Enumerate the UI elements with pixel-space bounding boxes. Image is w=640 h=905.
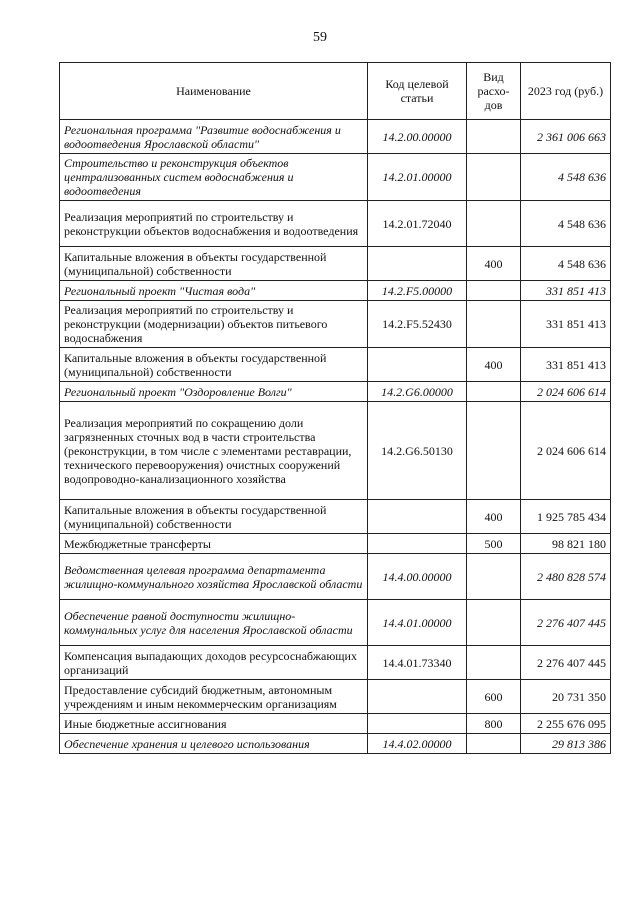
row-name: Обеспечение равной доступности жилищно-коммунальных услуг для населения Ярославской области (60, 600, 368, 646)
row-amount: 1 925 785 434 (521, 500, 611, 534)
header-name: Наименование (60, 63, 368, 120)
row-name: Ведомственная целевая программа департамента жилищно-коммунального хозяйства Ярославской области (60, 554, 368, 600)
row-code: 14.2.F5.52430 (368, 301, 467, 348)
row-name: Иные бюджетные ассигнования (60, 714, 368, 734)
row-code: 14.4.01.73340 (368, 646, 467, 680)
table-row (60, 281, 611, 301)
table-row (60, 680, 611, 714)
row-code: 14.4.02.00000 (368, 734, 467, 754)
table-row (60, 301, 611, 348)
row-name: Компенсация выпадающих доходов ресурсоснабжающих организаций (60, 646, 368, 680)
row-type: 400 (467, 247, 521, 281)
row-name: Капитальные вложения в объекты государственной (муниципальной) собственности (60, 247, 368, 281)
row-code (368, 714, 467, 734)
row-type: 500 (467, 534, 521, 554)
row-code: 14.2.F5.00000 (368, 281, 467, 301)
row-type (467, 154, 521, 201)
table-row (60, 402, 611, 500)
row-amount: 331 851 413 (521, 281, 611, 301)
table-row (60, 154, 611, 201)
row-type (467, 120, 521, 154)
row-code: 14.2.01.72040 (368, 201, 467, 247)
row-amount: 98 821 180 (521, 534, 611, 554)
table-header-row (60, 63, 611, 120)
row-code (368, 348, 467, 382)
row-amount: 2 024 606 614 (521, 402, 611, 500)
table-row (60, 534, 611, 554)
row-type (467, 600, 521, 646)
row-amount: 4 548 636 (521, 247, 611, 281)
header-code: Код целевой статьи (368, 63, 467, 120)
row-type (467, 201, 521, 247)
row-amount: 2 361 006 663 (521, 120, 611, 154)
row-amount: 4 548 636 (521, 201, 611, 247)
page-number: 59 (313, 30, 327, 45)
row-name: Обеспечение хранения и целевого использования (60, 734, 368, 754)
row-amount: 2 255 676 095 (521, 714, 611, 734)
table-row (60, 734, 611, 754)
row-code (368, 534, 467, 554)
row-code: 14.2.G6.50130 (368, 402, 467, 500)
row-name: Межбюджетные трансферты (60, 534, 368, 554)
table-row (60, 646, 611, 680)
row-code (368, 500, 467, 534)
row-amount: 2 024 606 614 (521, 382, 611, 402)
table-row (60, 348, 611, 382)
table-body (60, 120, 611, 754)
table-row (60, 382, 611, 402)
row-amount: 2 276 407 445 (521, 646, 611, 680)
table-row (60, 554, 611, 600)
row-type: 400 (467, 500, 521, 534)
row-type: 400 (467, 348, 521, 382)
row-type (467, 301, 521, 348)
row-amount: 331 851 413 (521, 301, 611, 348)
row-name: Строительство и реконструкция объектов централизованных систем водоснабжения и водоотведения (60, 154, 368, 201)
row-amount: 4 548 636 (521, 154, 611, 201)
row-name: Реализация мероприятий по строительству и реконструкции объектов водоснабжения и водоотведения (60, 201, 368, 247)
row-type: 600 (467, 680, 521, 714)
row-code (368, 247, 467, 281)
row-amount: 20 731 350 (521, 680, 611, 714)
row-code: 14.2.G6.00000 (368, 382, 467, 402)
row-name: Реализация мероприятий по строительству и реконструкции (модернизации) объектов питьевого водоснабжения (60, 301, 368, 348)
row-name: Реализация мероприятий по сокращению доли загрязненных сточных вод в части строительства (реконструкции, в том числе с элементами реставрации, технического перевооружения) очистных сооружений водопроводно-канализационного хозяйства (60, 402, 368, 500)
row-code (368, 680, 467, 714)
row-name: Капитальные вложения в объекты государственной (муниципальной) собственности (60, 500, 368, 534)
row-name: Капитальные вложения в объекты государственной (муниципальной) собственности (60, 348, 368, 382)
row-code: 14.2.01.00000 (368, 154, 467, 201)
row-amount: 2 276 407 445 (521, 600, 611, 646)
row-name: Региональный проект "Чистая вода" (60, 281, 368, 301)
row-amount: 2 480 828 574 (521, 554, 611, 600)
row-name: Предоставление субсидий бюджетным, автономным учреждениям и иным некоммерческим организациям (60, 680, 368, 714)
row-amount: 29 813 386 (521, 734, 611, 754)
row-name: Региональная программа "Развитие водоснабжения и водоотведения Ярославской области" (60, 120, 368, 154)
row-amount: 331 851 413 (521, 348, 611, 382)
table-row (60, 201, 611, 247)
row-type (467, 554, 521, 600)
header-type: Вид расхо-дов (467, 63, 521, 120)
row-code: 14.4.01.00000 (368, 600, 467, 646)
row-type: 800 (467, 714, 521, 734)
row-type (467, 281, 521, 301)
header-amount: 2023 год (руб.) (521, 63, 611, 120)
row-type (467, 734, 521, 754)
row-type (467, 402, 521, 500)
row-type (467, 646, 521, 680)
row-name: Региональный проект "Оздоровление Волги" (60, 382, 368, 402)
row-code: 14.2.00.00000 (368, 120, 467, 154)
table-row (60, 600, 611, 646)
table-row (60, 120, 611, 154)
table-row (60, 247, 611, 281)
table-row (60, 500, 611, 534)
row-code: 14.4.00.00000 (368, 554, 467, 600)
budget-table (59, 62, 611, 754)
table-row (60, 714, 611, 734)
row-type (467, 382, 521, 402)
